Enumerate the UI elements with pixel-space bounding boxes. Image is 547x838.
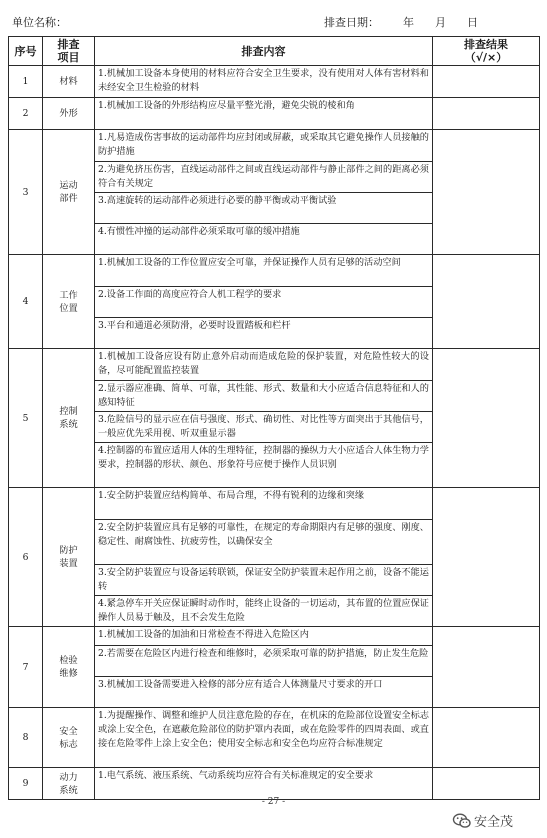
content-line: 2.设备工作面的高度应符合人机工程学的要求 <box>95 286 432 317</box>
row-content <box>95 255 433 349</box>
date-day-label: 日 <box>467 16 478 29</box>
table-header-row <box>9 37 540 66</box>
table-row <box>9 708 540 768</box>
content-line: 2.若需要在危险区内进行检查和维修时，必须采取可靠的防护措施，防止发生危险 <box>95 645 432 676</box>
content-line: 1.凡易造成伤害事故的运动部件均应封闭或屏蔽，或采取其它避免操作人员接触的防护措施 <box>98 132 429 157</box>
result-cell[interactable] <box>433 488 540 627</box>
content-line: 3.危险信号的显示应在信号强度、形式、确切性、对比性等方面突出于其他信号，一般应优先采用视、听双重显示器 <box>95 411 432 442</box>
result-cell[interactable] <box>433 768 540 800</box>
watermark-text: 安全茂 <box>474 815 514 830</box>
row-content <box>95 768 433 800</box>
row-content <box>95 66 433 98</box>
row-item <box>43 130 95 255</box>
row-content <box>95 708 433 768</box>
content-line: 1.机械加工设备的工作位置应安全可靠，并保证操作人员有足够的活动空间 <box>98 257 401 268</box>
table-row <box>9 627 540 708</box>
result-cell[interactable] <box>433 255 540 349</box>
content-line: 1.为提醒操作、调整和维护人员注意危险的存在，在机床的危险部位设置安全标志或涂上安全色，在遮蔽危险部位的防护罩内表面，或在危险零件的四周表面、或直接在危险零件上涂上安全色；使用安全标志和安全色均应符合标准规定 <box>98 710 429 749</box>
content-line: 2.显示器应准确、简单、可靠，其性能、形式、数量和大小应适合信息特征和人的感知特征 <box>95 380 432 411</box>
col-header-no-text: 序号 <box>14 44 37 58</box>
content-line: 2.安全防护装置应具有足够的可靠性，在规定的寿命期限内有足够的强度、刚度、稳定性、耐腐蚀性、抗疲劳性，以确保安全 <box>95 519 432 564</box>
watermark <box>452 811 513 831</box>
content-line: 4.控制器的布置应适用人体的生理特征，控制器的操纵力大小应适合人体生物力学要求，控制器的形状、颜色、形象符号应便于操作人员识别 <box>95 442 432 487</box>
col-header-content: 排查内容 <box>95 37 433 66</box>
table-row <box>9 130 540 255</box>
row-item <box>43 768 95 800</box>
row-item <box>43 255 95 349</box>
row-item-text: 运动部件 <box>59 180 78 204</box>
inspection-date-label: 排查日期： <box>324 16 379 29</box>
row-item-text: 防护装置 <box>59 545 78 569</box>
row-item-text: 工作位置 <box>59 289 78 314</box>
content-line: 3.机械加工设备需要进入检修的部分应有适合人体测量尺寸要求的开口 <box>95 676 432 707</box>
content-line: 1.机械加工设备的外形结构应尽量平整光滑，避免尖锐的棱和角 <box>98 100 355 111</box>
unit-name-label: 单位名称： <box>12 16 67 29</box>
row-number: 8 <box>9 708 43 768</box>
row-number: 4 <box>9 255 43 349</box>
col-header-result <box>433 37 540 66</box>
content-line: 3.平台和通道必须防滑，必要时设置踏板和栏杆 <box>95 317 432 348</box>
row-number: 9 <box>9 768 43 800</box>
row-item-text: 检验维修 <box>59 655 78 679</box>
result-cell[interactable] <box>433 627 540 708</box>
row-content <box>95 98 433 130</box>
col-header-no <box>9 37 43 66</box>
row-number: 3 <box>9 130 43 255</box>
content-line: 1.机械加工设备的加油和日常检查不得进入危险区内 <box>98 629 309 640</box>
col-header-item <box>43 37 95 66</box>
result-cell[interactable] <box>433 708 540 768</box>
result-cell[interactable] <box>433 98 540 130</box>
inspection-table <box>8 36 540 800</box>
row-number: 2 <box>9 98 43 130</box>
content-line: 3.安全防护装置应与设备运转联锁，保证安全防护装置未起作用之前，设备不能运转 <box>95 564 432 595</box>
page-number: - 27 - <box>261 797 286 807</box>
content-line: 1.机械加工设备应设有防止意外启动而造成危险的保护装置，对危险性较大的设备，尽可能配置监控装置 <box>98 351 429 376</box>
row-content <box>95 130 433 255</box>
col-header-item-text: 排查项目 <box>57 38 80 64</box>
result-cell[interactable] <box>433 349 540 488</box>
table-row <box>9 488 540 627</box>
sheet-header <box>12 14 535 32</box>
row-item-text: 控制系统 <box>59 406 78 430</box>
row-number: 1 <box>9 66 43 98</box>
table-row <box>9 66 540 98</box>
content-line: 1.安全防护装置应结构简单、布局合理，不得有锐利的边缘和突缘 <box>98 490 365 501</box>
table-row <box>9 98 540 130</box>
content-line: 4.紧急停车开关应保证瞬时动作时，能终止设备的一切运动，其布置的位置应保证操作人员易于触及，且不会发生危险 <box>95 595 432 626</box>
row-item <box>43 627 95 708</box>
content-line: 1.电气系统、液压系统、气动系统均应符合有关标准规定的安全要求 <box>98 770 374 781</box>
row-number: 6 <box>9 488 43 627</box>
content-line: 3.高速旋转的运动部件必须进行必要的静平衡或动平衡试验 <box>95 192 432 223</box>
row-number: 7 <box>9 627 43 708</box>
date-month-label: 月 <box>435 16 446 29</box>
row-item: 材料 <box>43 66 95 98</box>
col-header-result-text: 排查结果（√/×） <box>464 38 508 64</box>
wechat-icon <box>452 812 472 830</box>
content-line: 4.有惯性冲撞的运动部件必须采取可靠的缓冲措施 <box>95 223 432 254</box>
row-item-text: 安全标志 <box>59 725 78 750</box>
content-line: 1.机械加工设备本身使用的材料应符合安全卫生要求，没有使用对人体有害材料和未经安全卫生检验的材料 <box>98 68 429 93</box>
row-item <box>43 488 95 627</box>
row-content <box>95 488 433 627</box>
table-row <box>9 768 540 800</box>
row-content <box>95 627 433 708</box>
date-year-label: 年 <box>403 16 414 29</box>
table-row <box>9 255 540 349</box>
row-item <box>43 708 95 768</box>
row-number: 5 <box>9 349 43 488</box>
row-item: 外形 <box>43 98 95 130</box>
row-item <box>43 349 95 488</box>
row-item-text: 动力系统 <box>59 771 78 796</box>
result-cell[interactable] <box>433 130 540 255</box>
result-cell[interactable] <box>433 66 540 98</box>
table-row <box>9 349 540 488</box>
row-content <box>95 349 433 488</box>
content-line: 2.为避免挤压伤害，直线运动部件之间或直线运动部件与静止部件之间的距离必须符合有关规定 <box>95 161 432 192</box>
